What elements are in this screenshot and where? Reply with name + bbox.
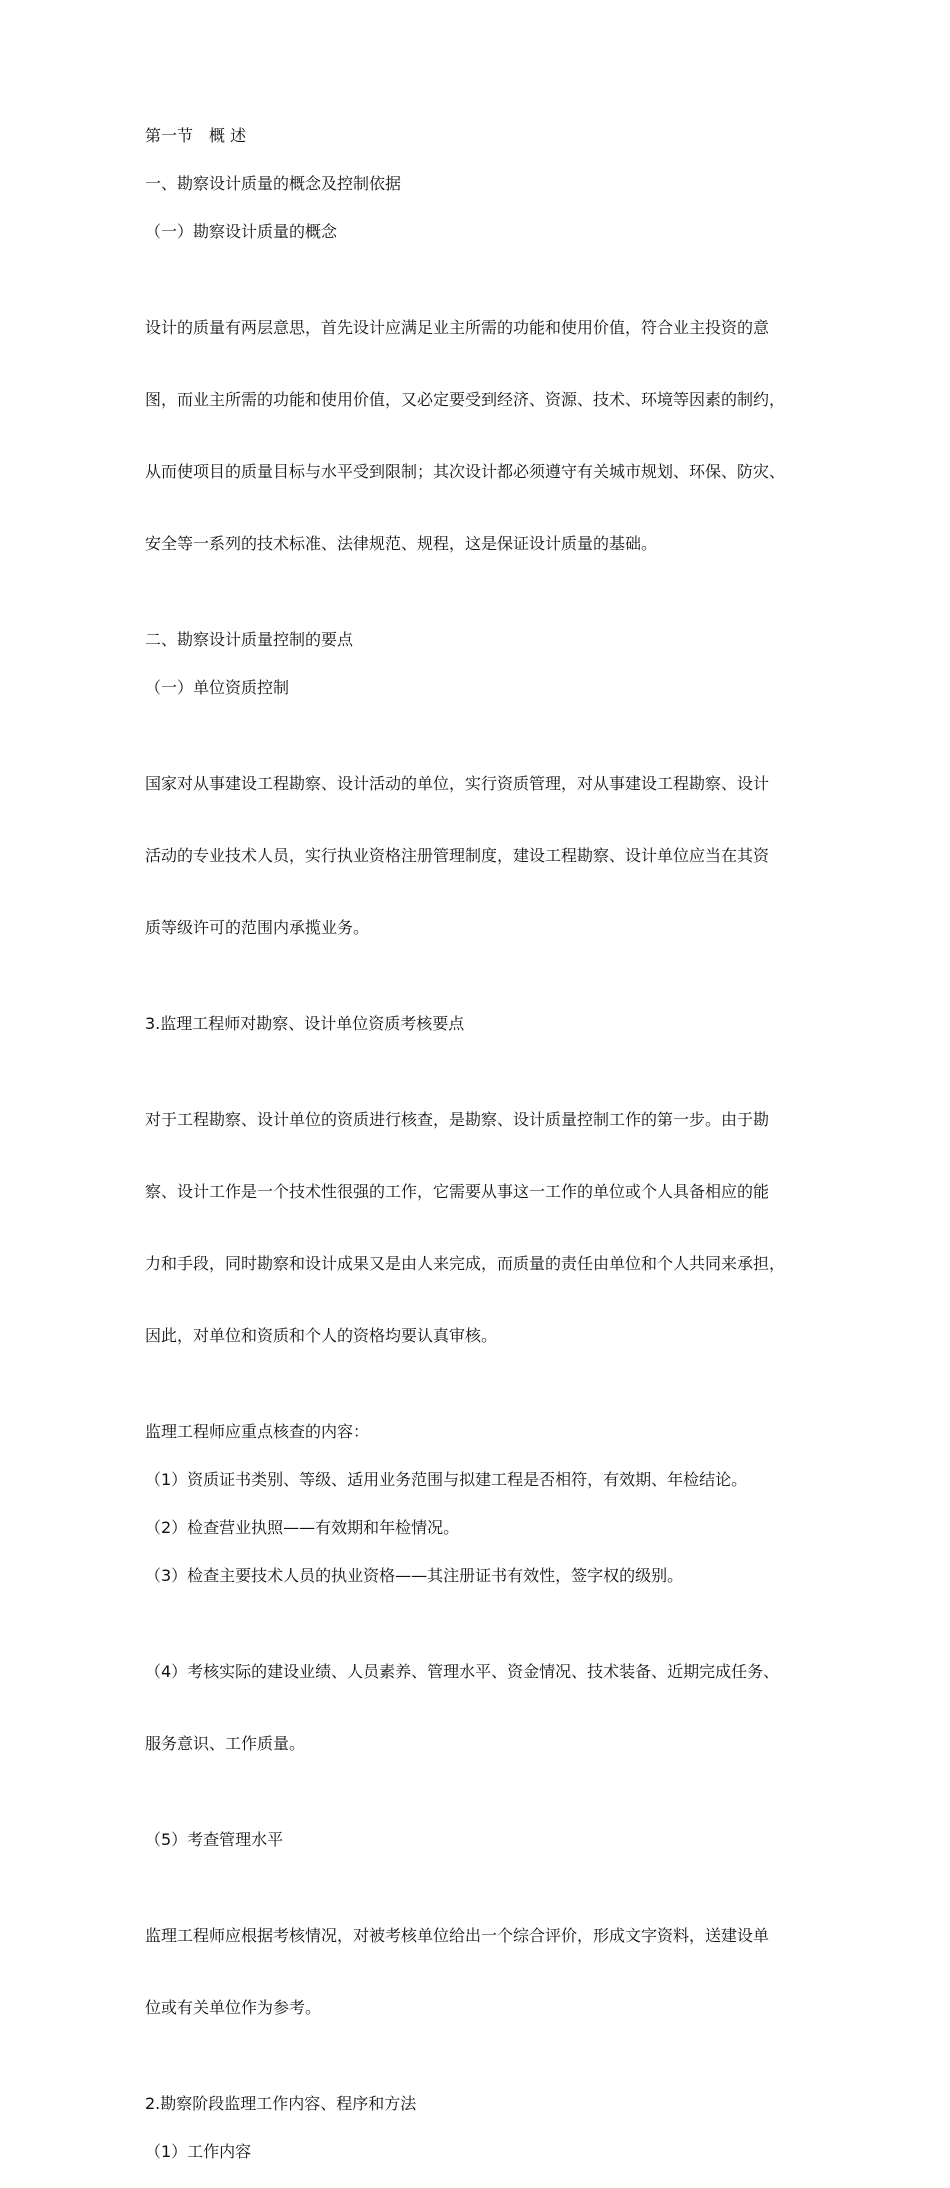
section-title: 第一节 概 述 [145, 126, 247, 145]
list-item-1: （1）资质证书类别、等级、适用业务范围与拟建工程是否相符，有效期、年检结论。 [145, 1470, 748, 1489]
list-item-3: （3）检查主要技术人员的执业资格——其注册证书有效性，签字权的级别。 [145, 1566, 684, 1585]
paragraph-line: 国家对从事建设工程勘察、设计活动的单位，实行资质管理，对从事建设工程勘察、设计 [145, 774, 770, 793]
paragraph-qualification-management [145, 724, 810, 988]
list-item-4 [145, 1612, 810, 1804]
document-body [145, 124, 810, 2188]
paragraph-line: 活动的专业技术人员，实行执业资格注册管理制度，建设工程勘察、设计单位应当在其资 [145, 846, 770, 865]
paragraph-line: 图，而业主所需的功能和使用价值，又必定要受到经济、资源、技术、环境等因素的制约， [145, 390, 786, 409]
subheading-work-content: （1）工作内容 [145, 2142, 252, 2161]
paragraph-line: 设计的质量有两层意思，首先设计应满足业主所需的功能和使用价值，符合业主投资的意 [145, 318, 770, 337]
subheading-qualification-control: （一）单位资质控制 [145, 678, 290, 697]
subheading-quality-concept: （一）勘察设计质量的概念 [145, 222, 338, 241]
paragraph-line: 监理工程师应根据考核情况，对被考核单位给出一个综合评价，形成文字资料，送建设单 [145, 1926, 770, 1945]
list-item-2: （2）检查营业执照——有效期和年检情况。 [145, 1518, 460, 1537]
heading-qualification-review-points: 3.监理工程师对勘察、设计单位资质考核要点 [145, 1014, 465, 1033]
paragraph-qualification-review [145, 1060, 810, 1396]
heading-quality-concept-and-basis: 一、勘察设计质量的概念及控制依据 [145, 174, 402, 193]
paragraph-line: 从而使项目的质量目标与水平受到限制；其次设计都必须遵守有关城市规划、环保、防灾、 [145, 462, 786, 481]
heading-control-points: 二、勘察设计质量控制的要点 [145, 630, 354, 649]
paragraph-line: 位或有关单位作为参考。 [145, 1998, 322, 2017]
paragraph-evaluation [145, 1876, 810, 2068]
paragraph-line: 安全等一系列的技术标准、法律规范、规程，这是保证设计质量的基础。 [145, 534, 658, 553]
paragraph-line: 察、设计工作是一个技术性很强的工作，它需要从事这一工作的单位或个人具备相应的能 [145, 1182, 770, 1201]
paragraph-line: 因此，对单位和资质和个人的资格均要认真审核。 [145, 1326, 498, 1345]
list-item-5: （5）考查管理水平 [145, 1830, 284, 1849]
paragraph-line: （4）考核实际的建设业绩、人员素养、管理水平、资金情况、技术装备、近期完成任务、 [145, 1662, 780, 1681]
heading-survey-stage-supervision: 2.勘察阶段监理工作内容、程序和方法 [145, 2094, 417, 2113]
check-items-intro: 监理工程师应重点核查的内容： [145, 1422, 370, 1441]
paragraph-line: 质等级许可的范围内承揽业务。 [145, 918, 370, 937]
paragraph-line: 服务意识、工作质量。 [145, 1734, 306, 1753]
paragraph-quality-meaning [145, 268, 810, 604]
paragraph-line: 对于工程勘察、设计单位的资质进行核查，是勘察、设计质量控制工作的第一步。由于勘 [145, 1110, 770, 1129]
paragraph-line: 力和手段，同时勘察和设计成果又是由人来完成，而质量的责任由单位和个人共同来承担， [145, 1254, 786, 1273]
